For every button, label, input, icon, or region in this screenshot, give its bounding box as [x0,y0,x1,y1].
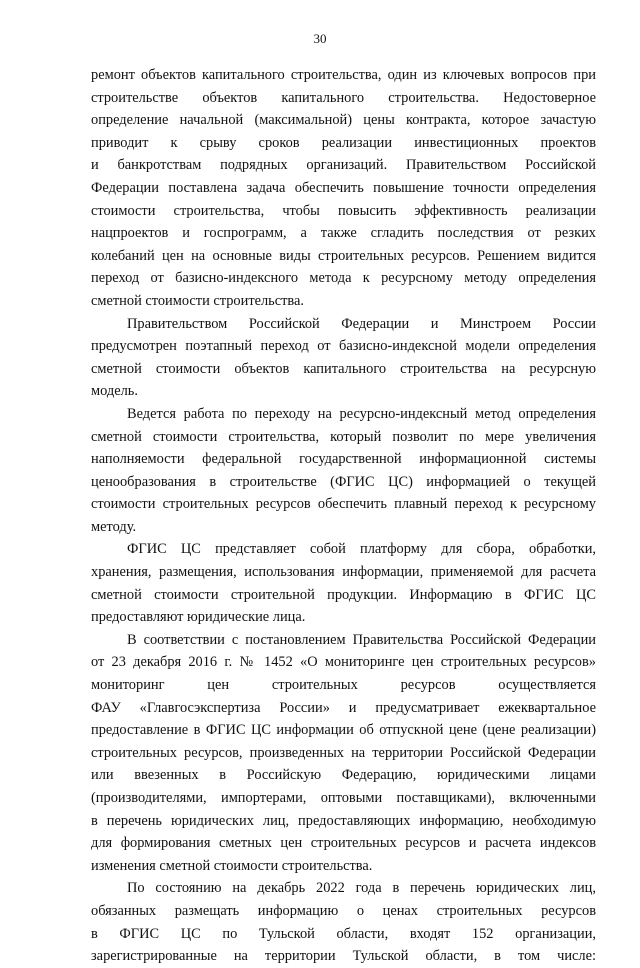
text-line: для формирования сметных цен строительных ресурсов и расчета индексов [91,835,596,852]
text-line: Ведется работа по переходу на ресурсно-индексный метод определения [127,405,596,422]
document-body [91,64,596,968]
paragraph [91,64,596,313]
text-line: строительстве объектов капитального строительства. Недостоверное [91,89,596,106]
text-line: сметной стоимости строительства. [91,292,305,309]
text-line: ценообразования в строительстве (ФГИС ЦС) информацией о текущей [91,473,596,490]
text-line: ФГИС ЦС представляет собой платформу для сбора, обработки, [127,541,596,558]
text-line: и банкротствам подрядных организаций. Правительством Российской [91,157,596,174]
text-line: предусмотрен поэтапный переход от базисно-индексной модели определения [91,338,596,355]
paragraph [91,538,596,628]
text-line: Федерации поставлена задача обеспечить повышение точности определения [91,179,596,196]
text-line: колебаний цен на основные виды строительных ресурсов. Решением видится [91,247,596,264]
text-line: сметной стоимости строительной продукции. Информацию в ФГИС ЦС [91,586,596,603]
text-line: стоимости строительства, чтобы повысить эффективность реализации [91,202,596,219]
paragraph [91,313,596,403]
page-number: 30 [313,31,327,46]
text-line: в перечень юридических лиц, предоставляющих информацию, необходимую [91,812,596,829]
text-line: хранения, размещения, использования информации, применяемой для расчета [91,564,596,581]
text-line: Правительством Российской Федерации и Минстроем России [127,315,596,332]
text-line: предоставляют юридические лица. [91,609,306,626]
text-line: зарегистрированные на территории Тульской области, в том числе: [91,948,596,965]
text-line: По состоянию на декабрь 2022 года в перечень юридических лиц, [127,880,596,897]
text-line: предоставление в ФГИС ЦС информации об отпускной цене (цене реализации) [91,722,596,739]
text-line: ремонт объектов капитального строительства, один из ключевых вопросов при [91,67,596,83]
text-line: В соответствии с постановлением Правительства Российской Федерации [127,631,596,648]
paragraph [91,403,596,539]
text-line: определение начальной (максимальной) цены контракта, которое зачастую [91,112,596,129]
text-line: в ФГИС ЦС по Тульской области, входят 152 организации, [91,925,596,942]
text-line: модель. [91,383,138,400]
paragraph [91,877,596,967]
text-line: ФАУ «Главгосэкспертиза России» и предусматривает ежеквартальное [91,699,596,716]
text-line: наполняемости федеральной государственной информационной системы [91,451,596,468]
text-line: стоимости строительных ресурсов обеспечить плавный переход к ресурсному [91,496,596,513]
text-line: сметной стоимости объектов капитального строительства на ресурсную [91,360,596,377]
text-line: переход от базисно-индексного метода к ресурсному методу определения [91,270,596,287]
paragraph [91,629,596,878]
text-line: или ввезенных в Российскую Федерацию, юридическими лицами [91,767,596,784]
text-line: (производителями, импортерами, оптовыми поставщиками), включенными [91,790,596,806]
text-line: приводит к срыву сроков реализации инвестиционных проектов [91,134,596,151]
text-line: методу. [91,518,137,535]
text-line: мониторинг цен строительных ресурсов осуществляется [91,677,596,694]
text-line: сметной стоимости строительства, который позволит по мере увеличения [91,428,596,445]
text-line: нацпроектов и госпрограмм, а также сгладить последствия от резких [91,225,596,242]
text-line: изменения сметной стоимости строительства. [91,857,373,874]
text-line: от 23 декабря 2016 г. № 1452 «О мониторинге цен строительных ресурсов» [91,654,596,671]
text-line: обязанных размещать информацию о ценах строительных ресурсов [91,902,596,919]
text-line: строительных ресурсов, произведенных на территории Российской Федерации [91,744,596,761]
